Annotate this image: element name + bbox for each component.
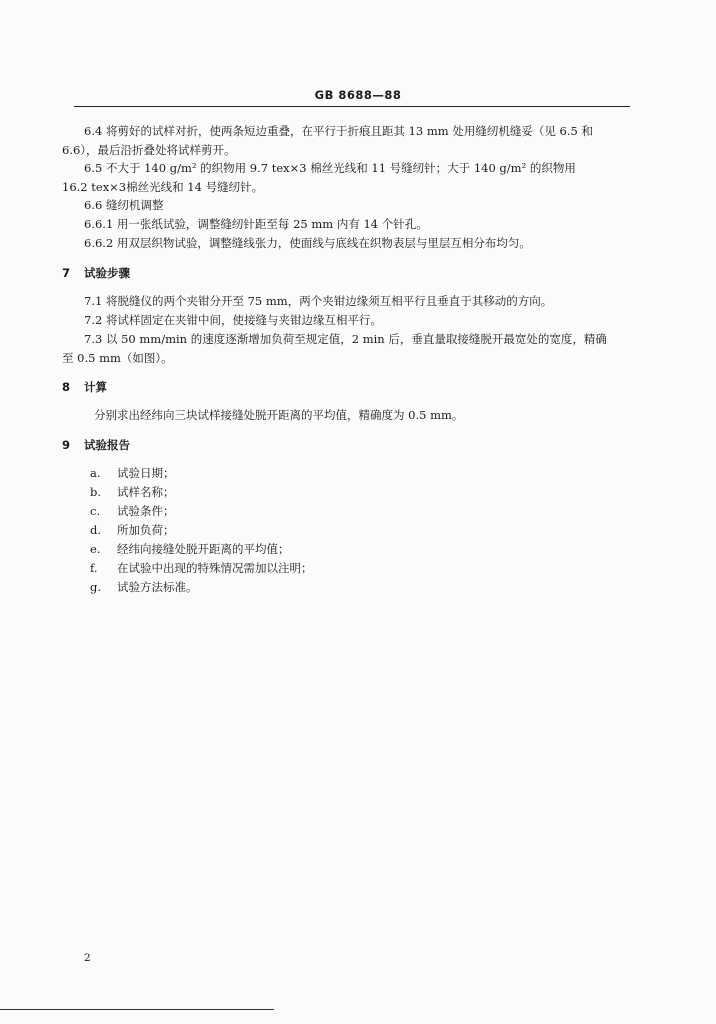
section-title: 试验步骤: [84, 266, 130, 280]
section-title: 试验报告: [84, 438, 130, 452]
list-item: [90, 504, 175, 518]
list-marker: g.: [90, 580, 102, 594]
paragraph-7-3-line-2: 至 0.5 mm（如图）。: [62, 351, 173, 365]
list-item: [90, 466, 175, 480]
header-rule: [74, 106, 630, 107]
paragraph-6-4-line-1: 6.4 将剪好的试样对折，使两条短边重叠，在平行于折痕且距其 13 mm 处用缝纫机缝妥（见 6.5 和: [84, 124, 593, 138]
section-number: 8: [62, 380, 71, 394]
paragraph-8: 分别求出经纬向三块试样接缝处脱开距离的平均值，精确度为 0.5 mm。: [94, 408, 464, 422]
paragraph-6-4-line-2: 6.6），最后沿折叠处将试样剪开。: [62, 143, 236, 157]
paragraph-6-5-line-2: 16.2 tex×3棉丝光线和 14 号缝纫针。: [62, 180, 264, 194]
list-item-text: 试验条件；: [117, 504, 175, 518]
list-item: [90, 485, 175, 499]
paragraph-7-1: 7.1 将脱缝仪的两个夹钳分开至 75 mm，两个夹钳边缘须互相平行且垂直于其移动的方向。: [84, 294, 553, 308]
list-marker: a.: [90, 466, 101, 480]
list-marker: c.: [90, 504, 101, 518]
footer-rule: [0, 1009, 274, 1010]
section-number: 7: [62, 266, 71, 280]
section-heading-7: [62, 266, 130, 280]
page-number: 2: [84, 952, 91, 964]
paragraph-6-6-1: 6.6.1 用一张纸试验，调整缝纫针距至每 25 mm 内有 14 个针孔。: [84, 217, 428, 231]
section-title: 计算: [84, 380, 107, 394]
paragraph-6-5-line-1: 6.5 不大于 140 g/m² 的织物用 9.7 tex×3 棉丝光线和 11 号缝纫针；大于 140 g/m² 的织物用: [84, 161, 576, 175]
list-item: [90, 523, 175, 537]
list-item: [90, 561, 313, 575]
list-marker: f.: [90, 561, 98, 575]
paragraph-7-2: 7.2 将试样固定在夹钳中间，使接缝与夹钳边缘互相平行。: [84, 313, 382, 327]
list-item-text: 试验日期；: [117, 466, 175, 480]
list-item-text: 试样名称；: [117, 485, 175, 499]
list-item: [90, 580, 198, 594]
list-item-text: 在试验中出现的特殊情况需加以注明；: [117, 561, 313, 575]
list-marker: b.: [90, 485, 102, 499]
list-item-text: 所加负荷；: [117, 523, 175, 537]
section-heading-9: [62, 438, 130, 452]
list-item-text: 试验方法标准。: [117, 580, 198, 594]
list-item-text: 经纬向接缝处脱开距离的平均值；: [117, 542, 290, 556]
document-code-header: GB 8688—88: [314, 88, 402, 102]
list-marker: e.: [90, 542, 101, 556]
paragraph-6-6: 6.6 缝纫机调整: [84, 198, 164, 212]
paragraph-7-3-line-1: 7.3 以 50 mm/min 的速度逐渐增加负荷至规定值，2 min 后，垂直量取接缝脱开最宽处的宽度，精确: [84, 332, 607, 346]
paragraph-6-6-2: 6.6.2 用双层织物试验，调整缝线张力，使面线与底线在织物表层与里层互相分布均匀。: [84, 236, 531, 250]
section-heading-8: [62, 380, 107, 394]
list-marker: d.: [90, 523, 102, 537]
section-number: 9: [62, 438, 71, 452]
list-item: [90, 542, 290, 556]
